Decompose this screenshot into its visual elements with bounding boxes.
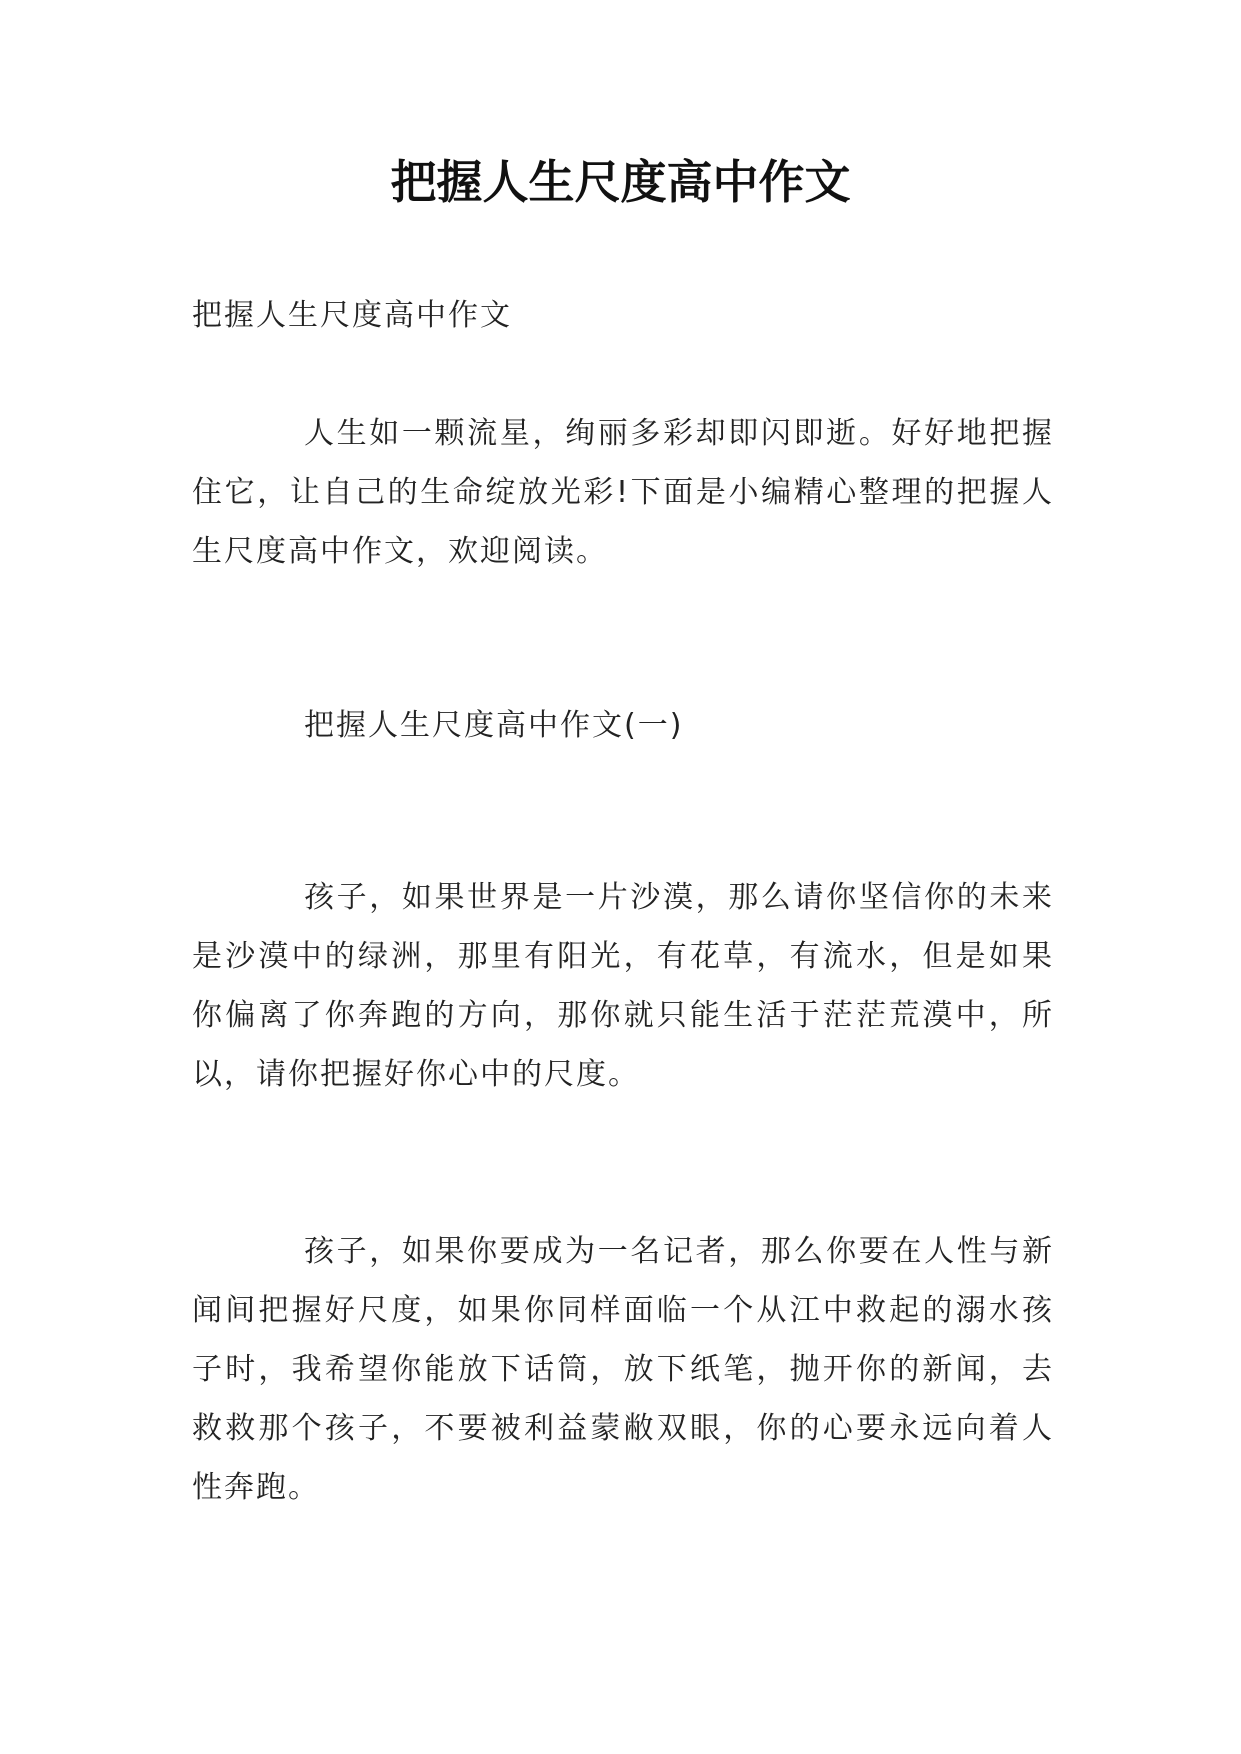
document-title: 把握人生尺度高中作文 [390,155,851,209]
intro-paragraph: 人生如一颗流星，绚丽多彩却即闪即逝。好好地把握住它，让自己的生命绽放光彩!下面是小编精心整理的把握人生尺度高中作文，欢迎阅读。 [192,416,1054,569]
section-heading: 把握人生尺度高中作文(一) [304,708,684,743]
body-paragraph: 孩子，如果你要成为一名记者，那么你要在人性与新闻间把握好尺度，如果你同样面临一个从江中救起的溺水孩子时，我希望你能放下话筒，放下纸笔，抛开你的新闻，去救救那个孩子，不要被利益蒙敝双眼，你的心要永远向着人性奔跑。 [192,1234,1054,1505]
document-subtitle: 把握人生尺度高中作文 [192,298,512,333]
body-paragraph: 孩子，如果世界是一片沙漠，那么请你坚信你的未来是沙漠中的绿洲，那里有阳光，有花草，有流水，但是如果你偏离了你奔跑的方向，那你就只能生活于茫茫荒漠中，所以，请你把握好你心中的尺度。 [192,880,1054,1092]
